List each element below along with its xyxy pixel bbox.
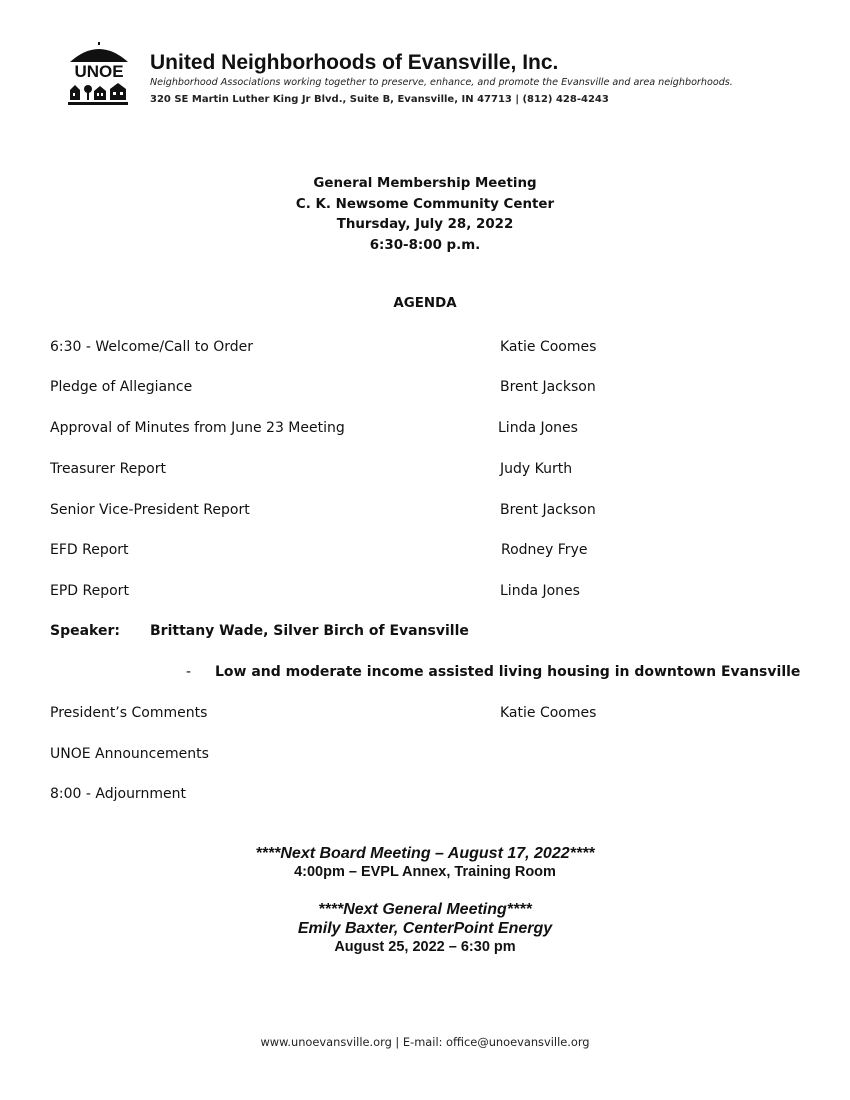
- agenda-item: President’s Comments: [50, 705, 208, 721]
- agenda-presenter: Linda Jones: [498, 420, 578, 436]
- meeting-location: C. K. Newsome Community Center: [295, 196, 555, 212]
- org-address: 320 SE Martin Luther King Jr Blvd., Suite B, Evansville, IN 47713 | (812) 428-4243: [150, 94, 609, 105]
- agenda-presenter: Katie Coomes: [500, 705, 597, 721]
- speaker-topic-dash: -: [186, 664, 192, 680]
- next-general-meeting-speaker: Emily Baxter, CenterPoint Energy: [297, 920, 553, 937]
- meeting-title: General Membership Meeting: [313, 176, 537, 191]
- meeting-header: [0, 174, 850, 256]
- letterhead: [66, 42, 786, 112]
- agenda-presenter: Judy Kurth: [500, 461, 573, 477]
- agenda-presenter: Brent Jackson: [500, 502, 596, 518]
- meeting-date: Thursday, July 28, 2022: [336, 217, 514, 233]
- speaker-name: Brittany Wade, Silver Birch of Evansville: [150, 623, 469, 639]
- agenda-heading: AGENDA: [393, 296, 457, 311]
- agenda-item: Pledge of Allegiance: [50, 379, 193, 395]
- agenda-presenter: Katie Coomes: [500, 339, 597, 355]
- next-board-meeting-details: 4:00pm – EVPL Annex, Training Room: [294, 864, 556, 880]
- org-name: United Neighborhoods of Evansville, Inc.: [150, 51, 559, 74]
- agenda-presenter: Linda Jones: [500, 583, 580, 599]
- agenda-item: 6:30 - Welcome/Call to Order: [50, 339, 254, 355]
- org-tagline: Neighborhood Associations working together to preserve, enhance, and promote the Evansville and area neighborhoods.: [150, 77, 733, 88]
- speaker-label: Speaker:: [50, 623, 120, 639]
- speaker-topic: Low and moderate income assisted living housing in downtown Evansville: [215, 664, 801, 680]
- next-general-meeting-date: August 25, 2022 – 6:30 pm: [334, 939, 516, 955]
- agenda-item: Senior Vice-President Report: [50, 502, 250, 518]
- next-board-meeting-title: ****Next Board Meeting – August 17, 2022****: [255, 845, 595, 862]
- agenda-item: Treasurer Report: [50, 461, 166, 477]
- agenda-item: EFD Report: [50, 542, 129, 558]
- agenda-item: EPD Report: [50, 583, 129, 599]
- agenda-presenter: Rodney Frye: [501, 542, 588, 558]
- next-general-meeting-title: ****Next General Meeting****: [318, 901, 532, 918]
- unoe-logo: [66, 42, 132, 108]
- agenda-item: Approval of Minutes from June 23 Meeting: [50, 420, 345, 436]
- logo-text: UNOE: [74, 62, 124, 81]
- agenda-item: UNOE Announcements: [50, 746, 209, 762]
- page-footer: www.unoevansville.org | E-mail: office@unoevansville.org: [260, 1035, 590, 1049]
- agenda-presenter: Brent Jackson: [500, 379, 596, 395]
- meeting-time: 6:30-8:00 p.m.: [369, 237, 481, 253]
- agenda-item: 8:00 - Adjournment: [50, 786, 186, 802]
